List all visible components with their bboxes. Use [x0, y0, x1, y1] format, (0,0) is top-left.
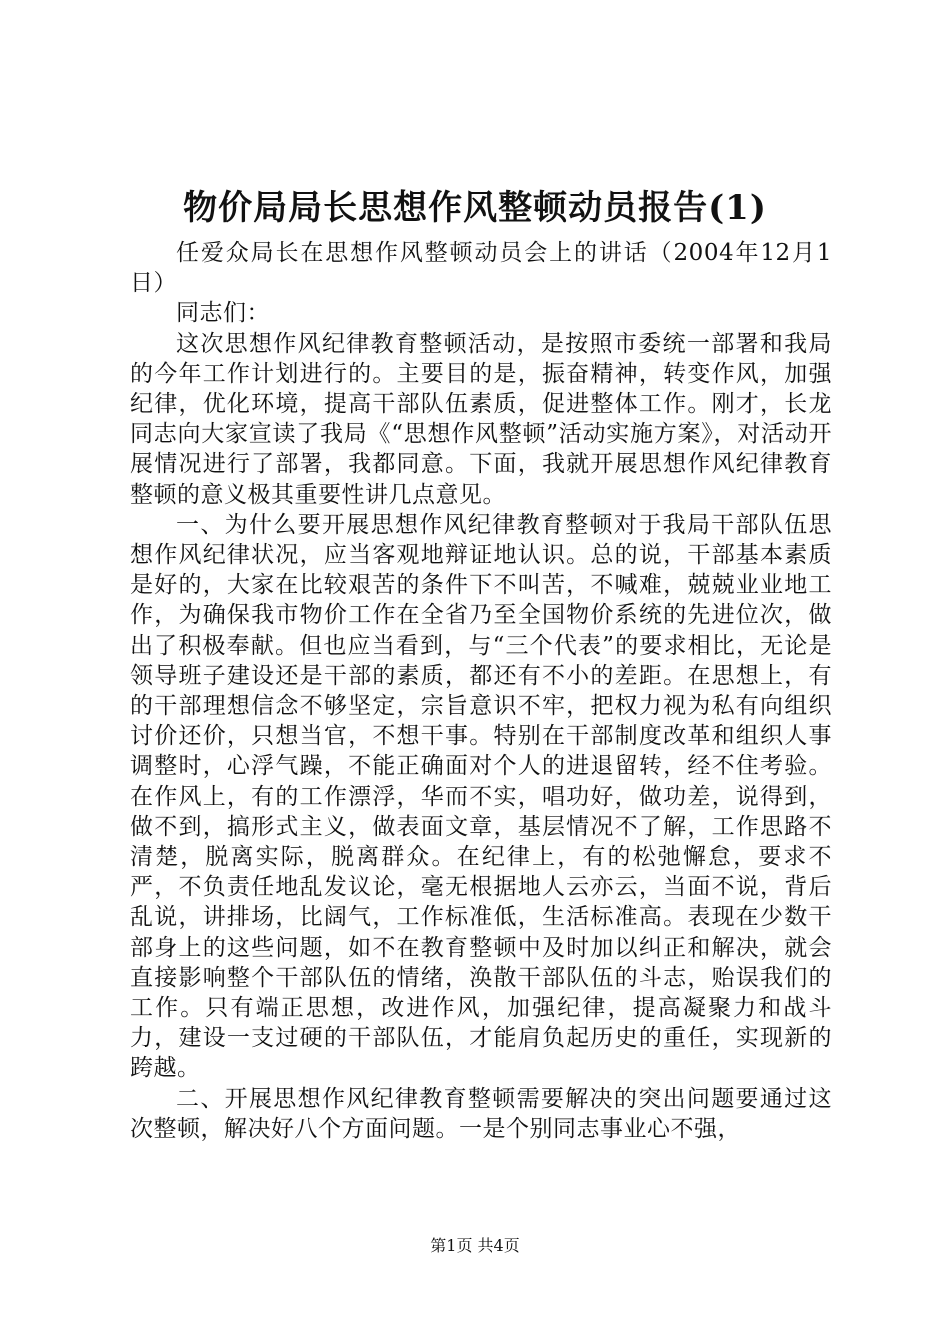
- speech-subtitle: 任爱众局长在思想作风整顿动员会上的讲话（2004年12月1日）: [130, 240, 832, 297]
- paragraph-section-two: 二、开展思想作风纪律教育整顿需要解决的突出问题要通过这次整顿，解决好八个方面问题。一是个别同志事业心不强，: [130, 1085, 832, 1142]
- paragraph-section-one: 一、为什么要开展思想作风纪律教育整顿对于我局干部队伍思想作风纪律状况，应当客观地辩证地认识。总的说，干部基本素质是好的，大家在比较艰苦的条件下不叫苦，不喊难，兢兢业业地工作，为确保我市物价工作在全省乃至全国物价系统的先进位次，做出了积极奉献。但也应当看到，与“三个代表”的要求相比，无论是领导班子建设还是干部的素质，都还有不小的差距。在思想上，有的干部理想信念不够坚定，宗旨意识不牢，把权力视为私有向组织讨价还价，只想当官，不想干事。特别在干部制度改革和组织人事调整时，心浮气躁，不能正确面对个人的进退留转，经不住考验。在作风上，有的工作漂浮，华而不实，唱功好，做功差，说得到，做不到，搞形式主义，做表面文章，基层情况不了解，工作思路不清楚，脱离实际，脱离群众。在纪律上，有的松弛懈怠，要求不严，不负责任地乱发议论，毫无根据地人云亦云，当面不说，背后乱说，讲排场，比阔气，工作标准低，生活标准高。表现在少数干部身上的这些问题，如不在教育整顿中及时加以纠正和解决，就会直接影响整个干部队伍的情绪，涣散干部队伍的斗志，贻误我们的工作。只有端正思想，改进作风，加强纪律，提高凝聚力和战斗力，建设一支过硬的干部队伍，才能肩负起历史的重任，实现新的跨越。: [130, 511, 832, 1082]
- document-body: [130, 238, 832, 1144]
- page-number-footer: 第1页 共4页: [430, 1236, 520, 1255]
- salutation: 同志们：: [176, 300, 270, 327]
- paragraph-intro: 这次思想作风纪律教育整顿活动，是按照市委统一部署和我局的今年工作计划进行的。主要目的是，振奋精神，转变作风，加强纪律，优化环境，提高干部队伍素质，促进整体工作。刚才，长龙同志向大家宣读了我局《“思想作风整顿”活动实施方案》，对活动开展情况进行了部署，我都同意。下面，我就开展思想作风纪律教育整顿的意义极其重要性讲几点意见。: [130, 330, 832, 508]
- document-title: 物价局局长思想作风整顿动员报告(1): [183, 188, 767, 228]
